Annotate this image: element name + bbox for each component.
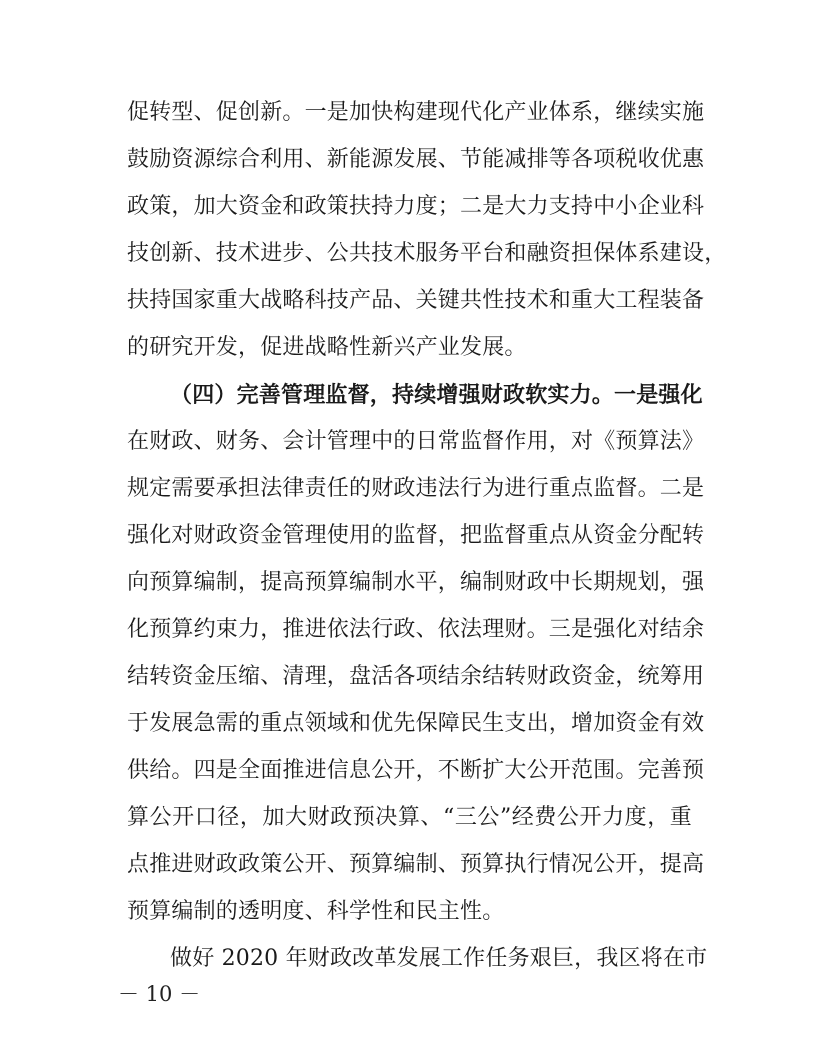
body-text-line: 技创新、技术进步、公共技术服务平台和融资担保体系建设， xyxy=(127,241,727,266)
section-heading-line: （四）完善管理监督，持续增强财政软实力。一是强化 xyxy=(170,382,703,408)
body-text-line: 于发展急需的重点领域和优先保障民生支出，增加资金有效 xyxy=(127,711,705,736)
body-text-line: 化预算约束力，推进依法行政、依法理财。三是强化对结余 xyxy=(127,617,705,642)
body-text-line: 促转型、促创新。一是加快构建现代化产业体系，继续实施 xyxy=(127,100,705,125)
body-text-line: 的研究开发，促进战略性新兴产业发展。 xyxy=(127,335,527,360)
body-text-line: 做好 2020 年财政改革发展工作任务艰巨，我区将在市 xyxy=(170,946,708,971)
body-text-line: 向预算编制，提高预算编制水平，编制财政中长期规划，强 xyxy=(127,570,705,595)
body-text-line: 在财政、财务、会计管理中的日常监督作用，对《预算法》 xyxy=(127,429,705,454)
page-number: － 10 － xyxy=(118,982,201,1006)
body-text-line: 结转资金压缩、清理，盘活各项结余结转财政资金，统筹用 xyxy=(127,664,705,689)
body-text-line: 供给。四是全面推进信息公开，不断扩大公开范围。完善预 xyxy=(127,758,705,783)
body-text-line: 规定需要承担法律责任的财政违法行为进行重点监督。二是 xyxy=(127,476,705,501)
body-text-line: 强化对财政资金管理使用的监督，把监督重点从资金分配转 xyxy=(127,523,705,548)
body-text-line: 点推进财政政策公开、预算编制、预算执行情况公开，提高 xyxy=(127,852,705,877)
body-text-line: 扶持国家重大战略科技产品、关键共性技术和重大工程装备 xyxy=(127,288,705,313)
body-text-line: 预算编制的透明度、科学性和民主性。 xyxy=(127,899,505,924)
body-text-line: 鼓励资源综合利用、新能源发展、节能减排等各项税收优惠 xyxy=(127,147,705,172)
body-text-line: 算公开口径，加大财政预决算、“三公”经费公开力度，重 xyxy=(127,805,692,830)
body-text-line: 政策，加大资金和政策扶持力度；二是大力支持中小企业科 xyxy=(127,194,705,219)
